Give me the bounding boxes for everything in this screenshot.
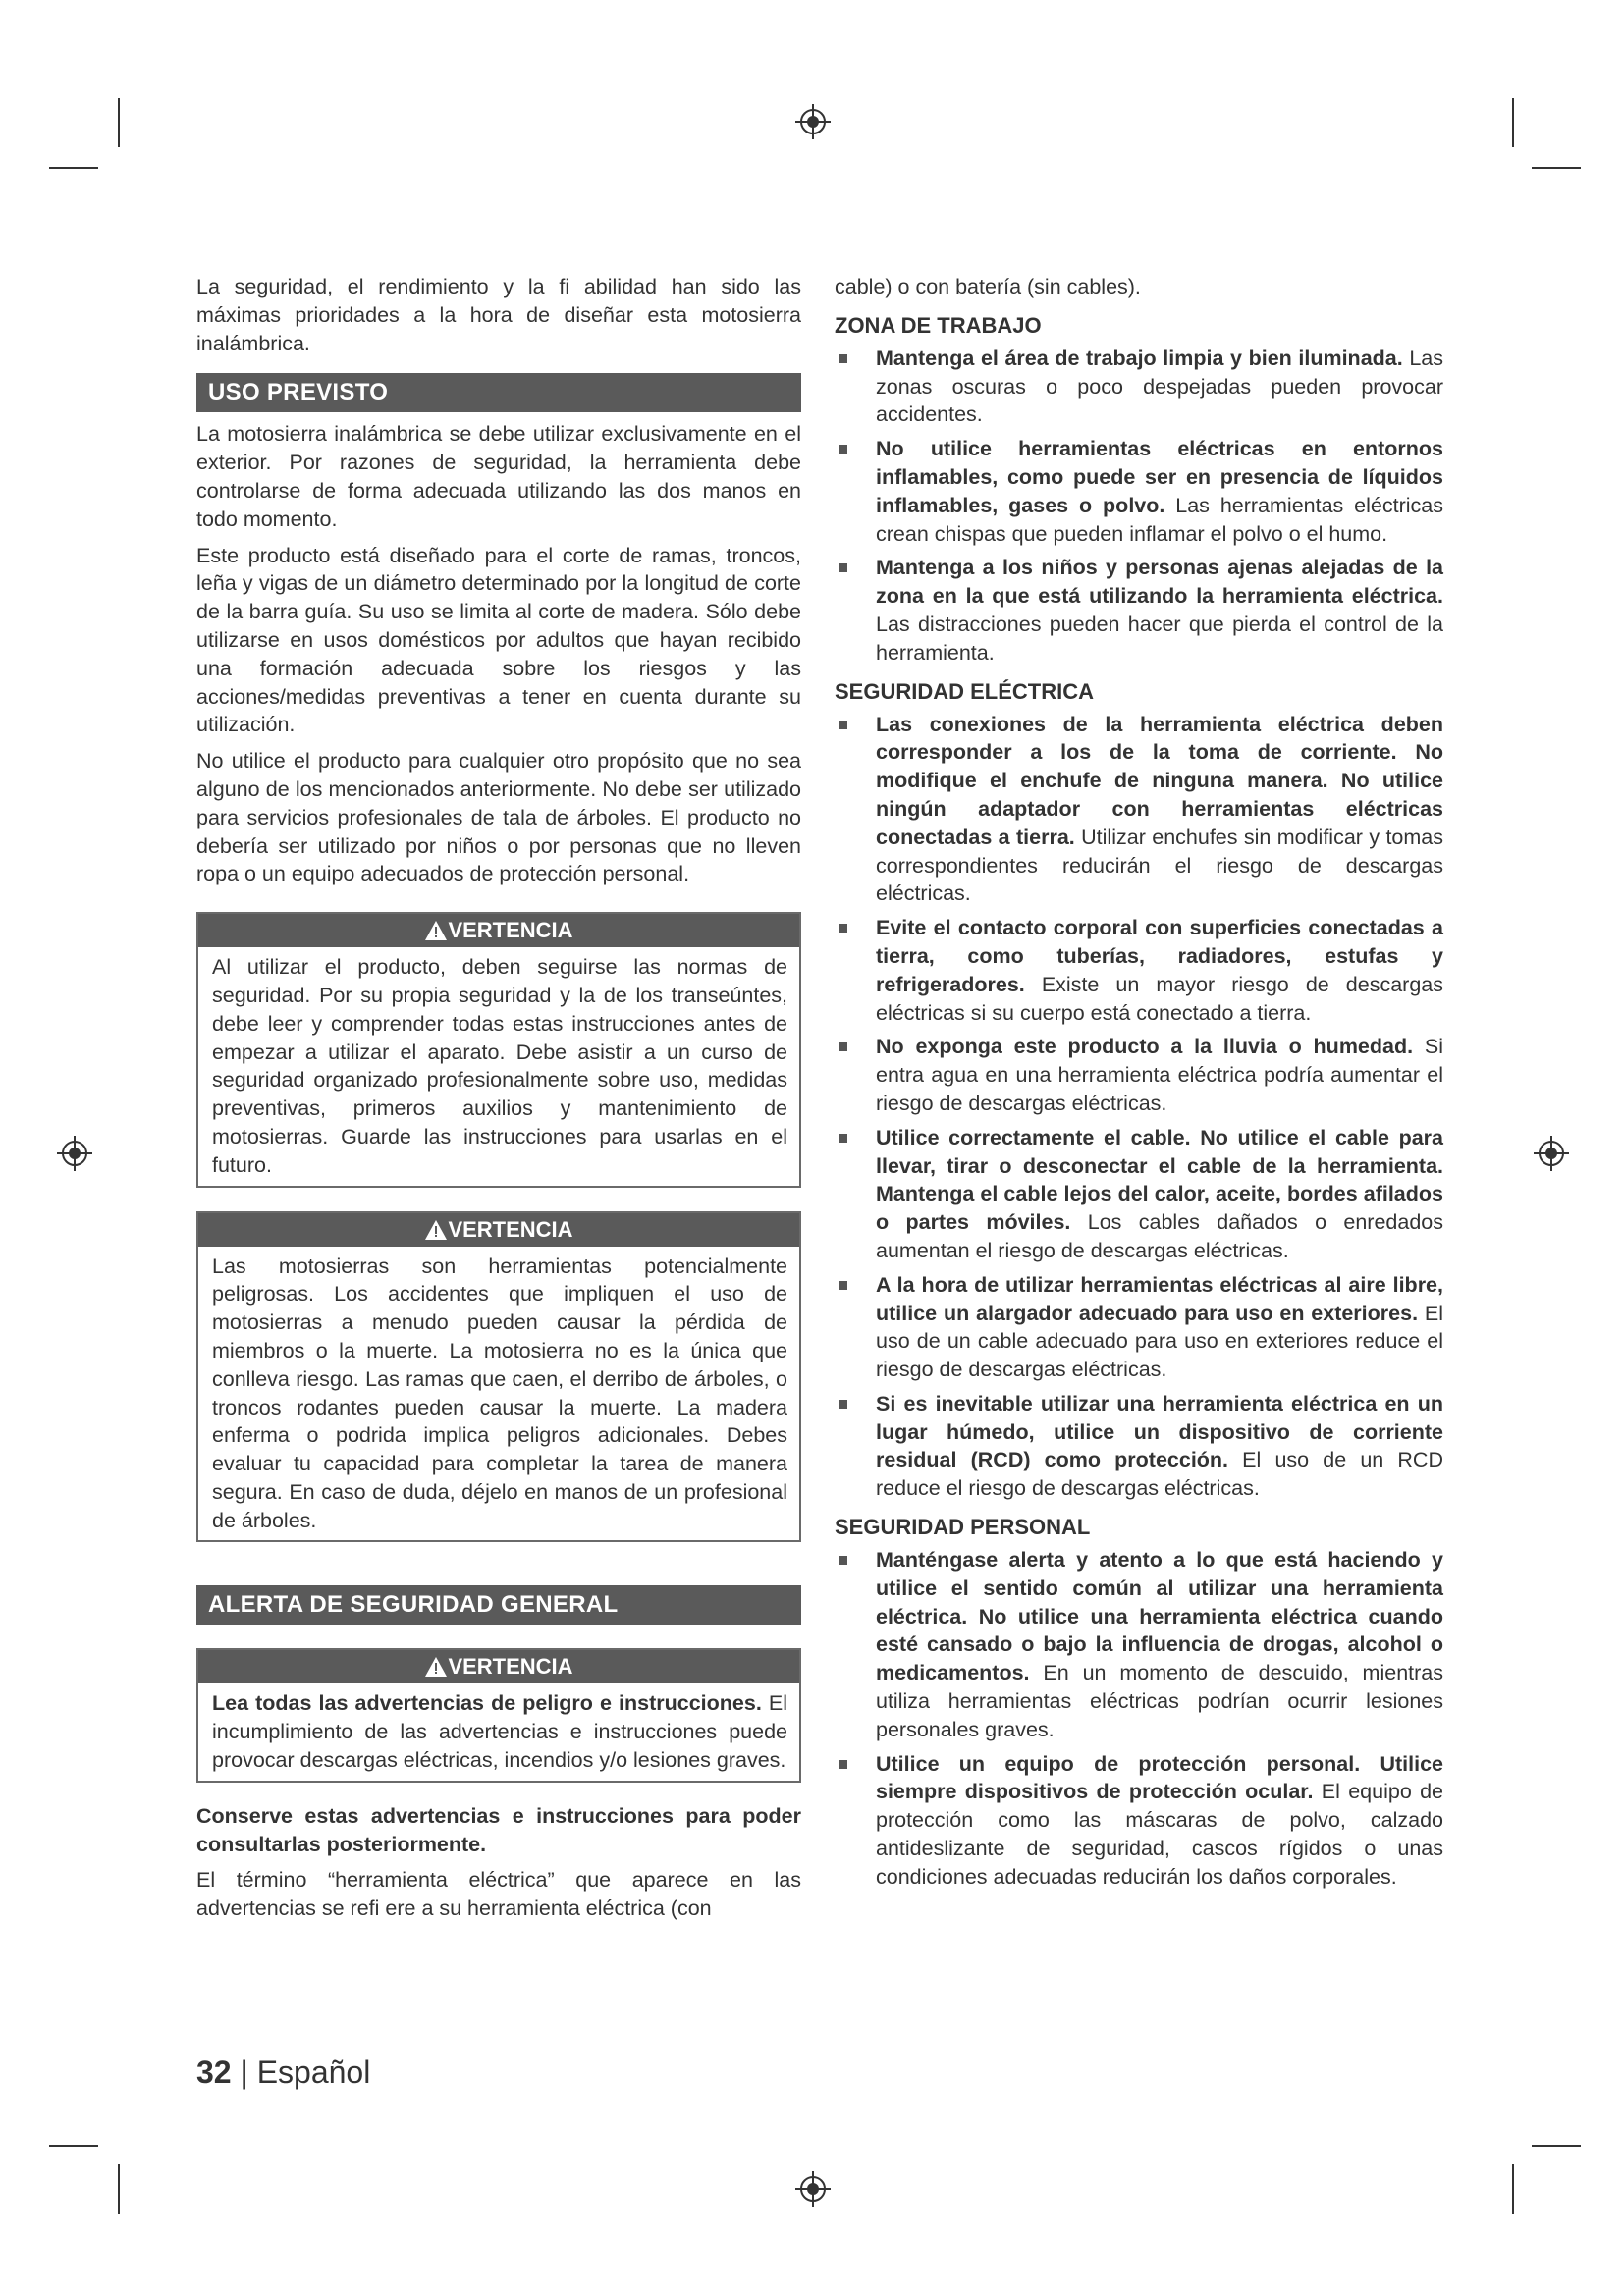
list-item: Utilice correctamente el cable. No utilice el cable para llevar, tirar o desconectar el cable de la herramienta. Mantenga el cable lejos del calor, aceite, bordes afilados o partes móviles. Los cables dañados o enredados aumentan el riesgo de descargas eléctricas. — [835, 1124, 1443, 1265]
crop-mark — [49, 2145, 98, 2147]
footer-language: Español — [256, 2055, 371, 2090]
bullet-square-icon — [839, 563, 847, 572]
list-item: A la hora de utilizar herramientas eléctricas al aire libre, utilice un alargador adecuado para uso en exteriores. El uso de un cable adecuado para uso en exteriores reduce el riesgo de descargas eléctricas. — [835, 1271, 1443, 1384]
bullet-square-icon — [839, 1400, 847, 1409]
bullet-square-icon — [839, 1281, 847, 1290]
warning-text: Al utilizar el producto, deben seguirse las normas de seguridad. Por su propia seguridad y la de los transeúntes, debe leer y comprender todas estas instrucciones antes de empezar a utilizar el aparato. Debe asistir a un curso de seguridad organizado profesionalmente sobre uso, medidas preventivas, primeros auxilios y mantenimiento de motosierras. Guarde las instrucciones para usarlas en el futuro. — [212, 955, 787, 1177]
list-item: Manténgase alerta y atento a lo que está haciendo y utilice el sentido común al utilizar una herramienta eléctrica. No utilice una herramienta eléctrica cuando esté cansado o bajo la influencia de drogas, alcohol o medicamentos. En un momento de descuido, mientras utiliza herramientas eléctricas podrían ocurrir lesiones personales graves. — [835, 1546, 1443, 1744]
warning-triangle-icon — [424, 920, 448, 941]
crop-mark — [1512, 98, 1514, 147]
heading-seguridad-personal: SEGURIDAD PERSONAL — [835, 1515, 1091, 1540]
list-item: Las conexiones de la herramienta eléctrica deben corresponder a los de la toma de corriente. No modifique el enchufe de ninguna manera. No utilice ningún adaptador con herramientas eléctricas conectadas a tierra. Utilizar enchufes sin modificar y tomas correspondientes reducirán el riesgo de descargas eléctricas. — [835, 711, 1443, 909]
page-footer — [196, 2055, 370, 2091]
bullet-square-icon — [839, 445, 847, 454]
warning-header — [198, 914, 799, 947]
continuation-paragraph: cable) o con batería (sin cables). — [835, 275, 1141, 298]
footer-separator: | — [231, 2055, 257, 2090]
intro-paragraph: La seguridad, el rendimiento y la fi abilidad han sido las máximas prioridades a la hora de diseñar esta motosierra inalámbrica. — [196, 275, 801, 355]
warning-title: VERTENCIA — [448, 918, 573, 943]
termino-paragraph: El término “herramienta eléctrica” que aparece en las advertencias se refi ere a su herramienta eléctrica (con — [196, 1868, 801, 1921]
electrica-list — [835, 711, 1443, 1504]
warning-triangle-icon — [424, 1656, 448, 1678]
bullet-square-icon — [839, 1042, 847, 1051]
page-number: 32 — [196, 2055, 232, 2090]
list-item: Mantenga a los niños y personas ajenas alejadas de la zona en la que está utilizando la herramienta eléctrica. Las distracciones pueden hacer que pierda el control de la herramienta. — [835, 554, 1443, 667]
warning-rest: El incumplimiento de las advertencias e instrucciones puede provocar descargas eléctricas, incendios y/o lesiones graves. — [212, 1691, 787, 1773]
bullet-square-icon — [839, 354, 847, 363]
heading-zona-de-trabajo: ZONA DE TRABAJO — [835, 312, 1042, 338]
list-item: Evite el contacto corporal con superficies conectadas a tierra, como tuberías, radiadores, estufas y refrigeradores. Existe un mayor riesgo de descargas eléctricas si su cuerpo está conectado a tierra. — [835, 914, 1443, 1027]
crop-mark — [118, 98, 120, 147]
registration-mark-icon — [1532, 1134, 1571, 1173]
registration-mark-icon — [793, 2169, 833, 2209]
bullet-square-icon — [839, 721, 847, 729]
warning-box — [196, 1648, 801, 1782]
zona-list — [835, 345, 1443, 667]
registration-mark-icon — [55, 1134, 94, 1173]
bullet-square-icon — [839, 924, 847, 933]
warning-triangle-icon — [424, 1219, 448, 1241]
warning-title: VERTENCIA — [448, 1216, 573, 1242]
bullet-square-icon — [839, 1556, 847, 1565]
crop-mark — [49, 167, 98, 169]
crop-mark — [1532, 167, 1581, 169]
warning-title: VERTENCIA — [448, 1654, 573, 1680]
left-column — [196, 273, 801, 1931]
list-item: No utilice herramientas eléctricas en entornos inflamables, como puede ser en presencia de líquidos inflamables, gases o polvo. Las herramientas eléctricas crean chispas que pueden inflamar el polvo o el humo. — [835, 435, 1443, 548]
paragraph: Este producto está diseñado para el corte de ramas, troncos, leña y vigas de un diámetro determinado por la longitud de corte de la barra guía. Su uso se limita al corte de madera. Sólo debe utilizarse en usos domésticos por adultos que hayan recibido una formación adecuada sobre los riesgos y las acciones/medidas preventivas a tener en cuenta durante su utilización. — [196, 543, 801, 737]
conserve-note: Conserve estas advertencias e instrucciones para poder consultarlas posteriormente. — [196, 1803, 801, 1856]
warning-bold: Lea todas las advertencias de peligro e instrucciones. — [212, 1691, 762, 1716]
personal-list — [835, 1546, 1443, 1892]
warning-header — [198, 1213, 799, 1247]
paragraph: La motosierra inalámbrica se debe utilizar exclusivamente en el exterior. Por razones de seguridad, la herramienta debe controlarse de forma adecuada utilizando las dos manos en todo momento. — [196, 422, 801, 531]
right-column — [835, 273, 1443, 1897]
list-item: Utilice un equipo de protección personal. Utilice siempre dispositivos de protección ocular. El equipo de protección como las máscaras de polvo, calzado antideslizante de seguridad, cascos rígidos o unas condiciones adecuadas reducirán los daños corporales. — [835, 1750, 1443, 1892]
warning-text — [212, 1689, 787, 1774]
crop-mark — [1512, 2164, 1514, 2214]
crop-mark — [118, 2164, 120, 2214]
list-item: Mantenga el área de trabajo limpia y bien iluminada. Las zonas oscuras o poco despejadas pueden provocar accidentes. — [835, 345, 1443, 429]
registration-mark-icon — [793, 102, 833, 141]
heading-seguridad-electrica: SEGURIDAD ELÉCTRICA — [835, 678, 1095, 704]
paragraph: No utilice el producto para cualquier otro propósito que no sea alguno de los mencionados anteriormente. No debe ser utilizado para servicios profesionales de tala de árboles. El producto no debería ser utilizado por niños o por personas que no lleven ropa o un equipo adecuados de protección personal. — [196, 749, 801, 886]
warning-text: Las motosierras son herramientas potencialmente peligrosas. Los accidentes que impliquen el uso de motosierras a menudo pueden causar la pérdida de miembros o la muerte. La motosierra no es la única que conlleva riesgo. Las ramas que caen, el derribo de árboles, o troncos rodantes pueden causar la muerte. La madera enferma o podrida implica peligros adicionales. Debes evaluar tu capacidad para completar la tarea de manera segura. En caso de duda, déjelo en manos de un profesional de árboles. — [212, 1254, 787, 1532]
warning-header — [198, 1650, 799, 1683]
bullet-square-icon — [839, 1134, 847, 1143]
list-item: No exponga este producto a la lluvia o humedad. Si entra agua en una herramienta eléctrica podría aumentar el riesgo de descargas eléctricas. — [835, 1033, 1443, 1117]
section-heading-alerta: ALERTA DE SEGURIDAD GENERAL — [196, 1585, 801, 1625]
crop-mark — [1532, 2145, 1581, 2147]
warning-box — [196, 1211, 801, 1543]
bullet-square-icon — [839, 1760, 847, 1769]
list-item: Si es inevitable utilizar una herramienta eléctrica en un lugar húmedo, utilice un dispositivo de corriente residual (RCD) como protección. El uso de un RCD reduce el riesgo de descargas eléctricas. — [835, 1390, 1443, 1503]
warning-box — [196, 912, 801, 1187]
section-heading-uso-previsto: USO PREVISTO — [196, 373, 801, 412]
